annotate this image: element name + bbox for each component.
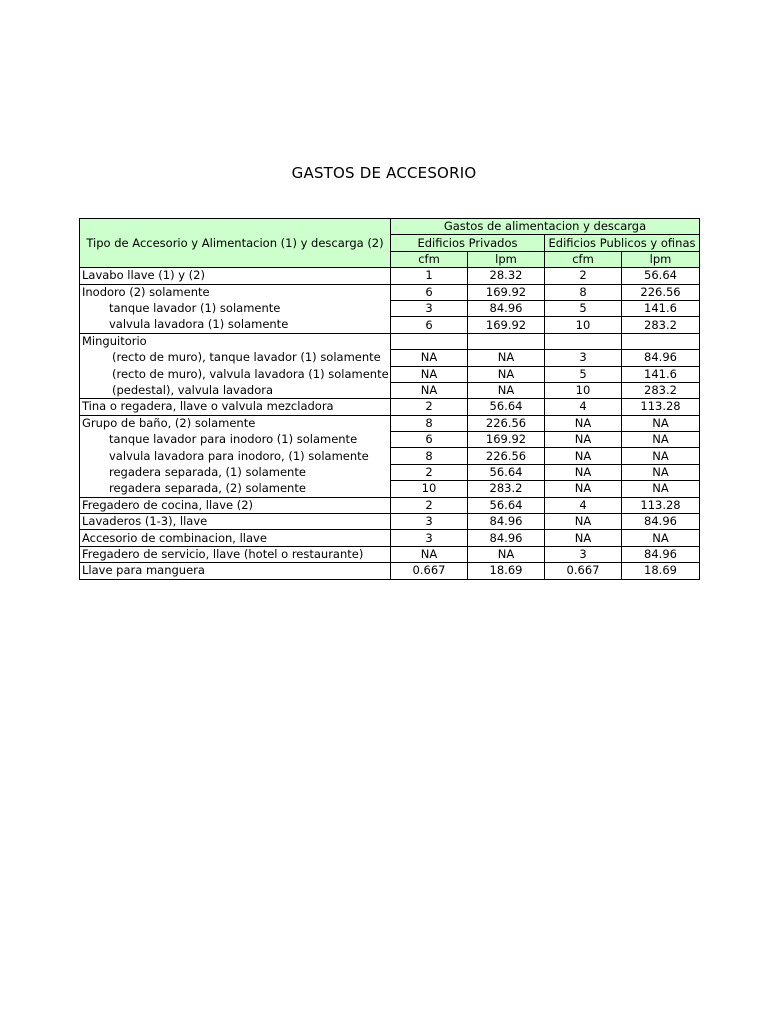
cell-public-lpm: 84.96 <box>622 546 700 562</box>
cell-public-lpm: NA <box>622 448 700 464</box>
cell-public-cfm: 2 <box>545 268 622 284</box>
row-label: (recto de muro), valvula lavadora (1) solamente <box>80 366 391 382</box>
row-label: Inodoro (2) solamente <box>80 284 391 300</box>
cell-public-cfm: 5 <box>545 300 622 316</box>
cell-private-cfm: 6 <box>391 317 468 333</box>
header-unit-lpm-private: lpm <box>468 251 545 267</box>
cell-private-cfm: 0.667 <box>391 563 468 579</box>
cell-public-cfm <box>545 333 622 349</box>
row-label: (pedestal), valvula lavadora <box>80 382 391 398</box>
cell-private-cfm <box>391 333 468 349</box>
header-unit-lpm-public: lpm <box>622 251 700 267</box>
cell-public-cfm: NA <box>545 514 622 530</box>
cell-private-cfm: NA <box>391 382 468 398</box>
cell-private-lpm: 18.69 <box>468 563 545 579</box>
table-row <box>80 399 700 415</box>
table-row <box>80 317 700 333</box>
cell-public-lpm: 283.2 <box>622 317 700 333</box>
cell-public-lpm: 226.56 <box>622 284 700 300</box>
cell-private-cfm: 2 <box>391 464 468 480</box>
header-unit-cfm-public: cfm <box>545 251 622 267</box>
fixture-flow-table <box>79 218 700 580</box>
cell-public-lpm: 141.6 <box>622 300 700 316</box>
row-label: valvula lavadora para inodoro, (1) solamente <box>80 448 391 464</box>
cell-private-lpm: 169.92 <box>468 432 545 448</box>
cell-public-cfm: 4 <box>545 497 622 513</box>
table-row <box>80 497 700 513</box>
cell-public-lpm: NA <box>622 432 700 448</box>
cell-private-lpm: 169.92 <box>468 317 545 333</box>
row-label: Fregadero de servicio, llave (hotel o restaurante) <box>80 546 391 562</box>
header-unit-cfm-private: cfm <box>391 251 468 267</box>
table-row <box>80 333 700 349</box>
cell-public-cfm: 10 <box>545 317 622 333</box>
cell-public-lpm: 141.6 <box>622 366 700 382</box>
cell-public-cfm: NA <box>545 415 622 431</box>
cell-private-cfm: 1 <box>391 268 468 284</box>
cell-private-lpm: NA <box>468 382 545 398</box>
cell-public-cfm: NA <box>545 432 622 448</box>
cell-private-lpm: 84.96 <box>468 530 545 546</box>
row-label: Lavaderos (1-3), llave <box>80 514 391 530</box>
table-row <box>80 350 700 366</box>
cell-public-cfm: 8 <box>545 284 622 300</box>
cell-public-lpm: 113.28 <box>622 399 700 415</box>
table-row <box>80 481 700 497</box>
row-label: tanque lavador para inodoro (1) solamente <box>80 432 391 448</box>
row-label: Lavabo llave (1) y (2) <box>80 268 391 284</box>
cell-private-cfm: 2 <box>391 497 468 513</box>
cell-public-cfm: 10 <box>545 382 622 398</box>
cell-private-lpm <box>468 333 545 349</box>
cell-public-lpm: 113.28 <box>622 497 700 513</box>
cell-public-cfm: NA <box>545 448 622 464</box>
cell-private-lpm: 169.92 <box>468 284 545 300</box>
cell-public-lpm <box>622 333 700 349</box>
cell-private-lpm: NA <box>468 350 545 366</box>
row-label: regadera separada, (2) solamente <box>80 481 391 497</box>
cell-public-cfm: 5 <box>545 366 622 382</box>
cell-public-lpm: 84.96 <box>622 350 700 366</box>
cell-private-cfm: 8 <box>391 448 468 464</box>
cell-private-cfm: 3 <box>391 300 468 316</box>
header-public-buildings: Edificios Publicos y ofinas <box>545 235 700 251</box>
header-private-buildings: Edificios Privados <box>391 235 545 251</box>
row-label: (recto de muro), tanque lavador (1) solamente <box>80 350 391 366</box>
header-fixture-type: Tipo de Accesorio y Alimentacion (1) y descarga (2) <box>80 219 391 268</box>
cell-public-lpm: NA <box>622 415 700 431</box>
table-row <box>80 464 700 480</box>
cell-private-cfm: 3 <box>391 530 468 546</box>
cell-private-lpm: 28.32 <box>468 268 545 284</box>
row-label: Llave para manguera <box>80 563 391 579</box>
table-row <box>80 448 700 464</box>
cell-public-cfm: NA <box>545 464 622 480</box>
cell-private-lpm: NA <box>468 546 545 562</box>
cell-public-cfm: 3 <box>545 546 622 562</box>
cell-private-lpm: 84.96 <box>468 514 545 530</box>
table-row <box>80 432 700 448</box>
cell-private-cfm: NA <box>391 546 468 562</box>
cell-private-cfm: 2 <box>391 399 468 415</box>
row-label: valvula lavadora (1) solamente <box>80 317 391 333</box>
cell-private-lpm: 226.56 <box>468 448 545 464</box>
row-label: Accesorio de combinacion, llave <box>80 530 391 546</box>
table-row <box>80 514 700 530</box>
cell-private-lpm: 56.64 <box>468 464 545 480</box>
cell-public-cfm: 0.667 <box>545 563 622 579</box>
page-title: GASTOS DE ACCESORIO <box>291 164 477 182</box>
table-row <box>80 366 700 382</box>
header-flow-group: Gastos de alimentacion y descarga <box>391 219 700 235</box>
cell-private-cfm: 8 <box>391 415 468 431</box>
cell-private-lpm: NA <box>468 366 545 382</box>
row-label: tanque lavador (1) solamente <box>80 300 391 316</box>
table-row <box>80 382 700 398</box>
table-row <box>80 300 700 316</box>
cell-private-lpm: 56.64 <box>468 399 545 415</box>
cell-private-lpm: 283.2 <box>468 481 545 497</box>
table-row <box>80 415 700 431</box>
cell-public-lpm: NA <box>622 464 700 480</box>
cell-private-cfm: 6 <box>391 432 468 448</box>
cell-private-cfm: 6 <box>391 284 468 300</box>
cell-public-cfm: 3 <box>545 350 622 366</box>
cell-public-cfm: NA <box>545 530 622 546</box>
table-body <box>80 268 700 579</box>
cell-private-cfm: NA <box>391 350 468 366</box>
cell-private-lpm: 84.96 <box>468 300 545 316</box>
table-row <box>80 284 700 300</box>
cell-private-cfm: 3 <box>391 514 468 530</box>
table-row <box>80 563 700 579</box>
cell-public-lpm: NA <box>622 530 700 546</box>
cell-private-cfm: NA <box>391 366 468 382</box>
cell-private-lpm: 56.64 <box>468 497 545 513</box>
row-label: regadera separada, (1) solamente <box>80 464 391 480</box>
cell-public-lpm: 283.2 <box>622 382 700 398</box>
row-label: Fregadero de cocina, llave (2) <box>80 497 391 513</box>
cell-public-cfm: 4 <box>545 399 622 415</box>
table-row <box>80 268 700 284</box>
cell-public-lpm: 84.96 <box>622 514 700 530</box>
cell-public-cfm: NA <box>545 481 622 497</box>
cell-public-lpm: 56.64 <box>622 268 700 284</box>
cell-private-lpm: 226.56 <box>468 415 545 431</box>
row-label: Grupo de baño, (2) solamente <box>80 415 391 431</box>
cell-public-lpm: 18.69 <box>622 563 700 579</box>
cell-public-lpm: NA <box>622 481 700 497</box>
table-row <box>80 546 700 562</box>
row-label: Minguitorio <box>80 333 391 349</box>
cell-private-cfm: 10 <box>391 481 468 497</box>
table-row <box>80 530 700 546</box>
row-label: Tina o regadera, llave o valvula mezcladora <box>80 399 391 415</box>
